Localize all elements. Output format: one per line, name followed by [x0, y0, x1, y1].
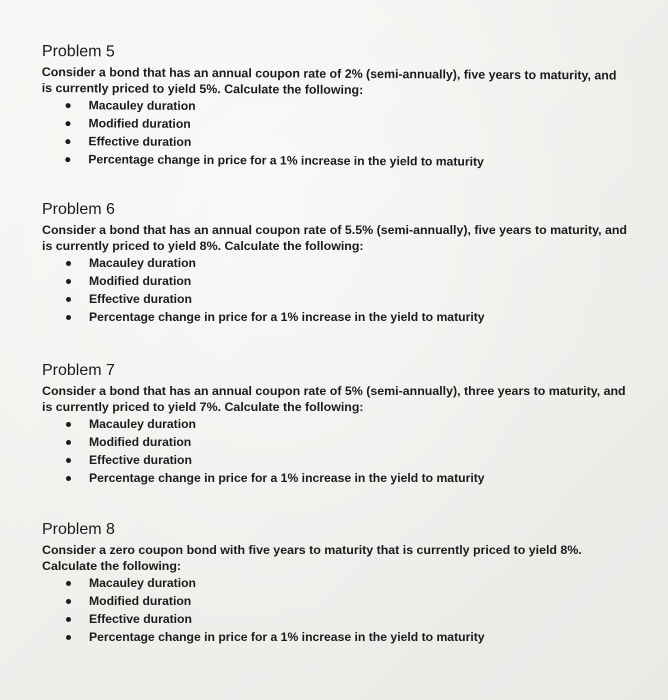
- problem-title: Problem 6: [42, 201, 115, 218]
- problem-statement: Consider a bond that has an annual coupon rate of 5.5% (semi-annually), five years to maturity, and is currently priced to yield 8%. Calculate the following:: [42, 223, 627, 253]
- task-item: Percentage change in price for a 1% increase in the yield to maturity: [64, 150, 629, 171]
- problem-title: Problem 7: [42, 362, 115, 379]
- problem-statement: Consider a zero coupon bond with five years to maturity that is currently priced to yield 8%. Calculate the following:: [42, 543, 582, 573]
- problem-title: Problem 8: [42, 521, 115, 538]
- problem-statement: Consider a bond that has an annual coupon rate of 2% (semi-annually), five years to maturity, and is currently priced to yield 5%. Calculate the following:: [41, 65, 617, 97]
- task-item: Modified duration: [65, 272, 630, 290]
- task-item: Effective duration: [64, 132, 629, 153]
- problem-statement: Consider a bond that has an annual coupon rate of 5% (semi-annually), three years to maturity, and is currently priced to yield 7%. Calculate the following:: [42, 384, 626, 414]
- task-item: Modified duration: [65, 592, 630, 610]
- task-item: Percentage change in price for a 1% increase in the yield to maturity: [65, 469, 630, 487]
- task-list: [40, 415, 630, 487]
- task-item: Effective duration: [65, 451, 630, 469]
- task-list: [40, 254, 630, 326]
- task-item: Macauley duration: [65, 415, 630, 433]
- task-item: Macauley duration: [65, 574, 630, 592]
- task-item: Modified duration: [65, 433, 630, 451]
- problem-8: [40, 520, 630, 646]
- task-item: Percentage change in price for a 1% increase in the yield to maturity: [65, 628, 630, 646]
- problem-6: [40, 200, 630, 326]
- problem-5: [39, 42, 630, 172]
- problem-7: [40, 361, 630, 487]
- task-item: Modified duration: [64, 114, 629, 135]
- task-item: Macauley duration: [65, 96, 630, 117]
- task-item: Effective duration: [65, 290, 630, 308]
- task-list: [40, 574, 630, 646]
- problem-title: Problem 5: [41, 43, 115, 61]
- task-item: Effective duration: [65, 610, 630, 628]
- task-item: Percentage change in price for a 1% increase in the yield to maturity: [65, 308, 630, 326]
- task-list: [39, 96, 629, 172]
- task-item: Macauley duration: [65, 254, 630, 272]
